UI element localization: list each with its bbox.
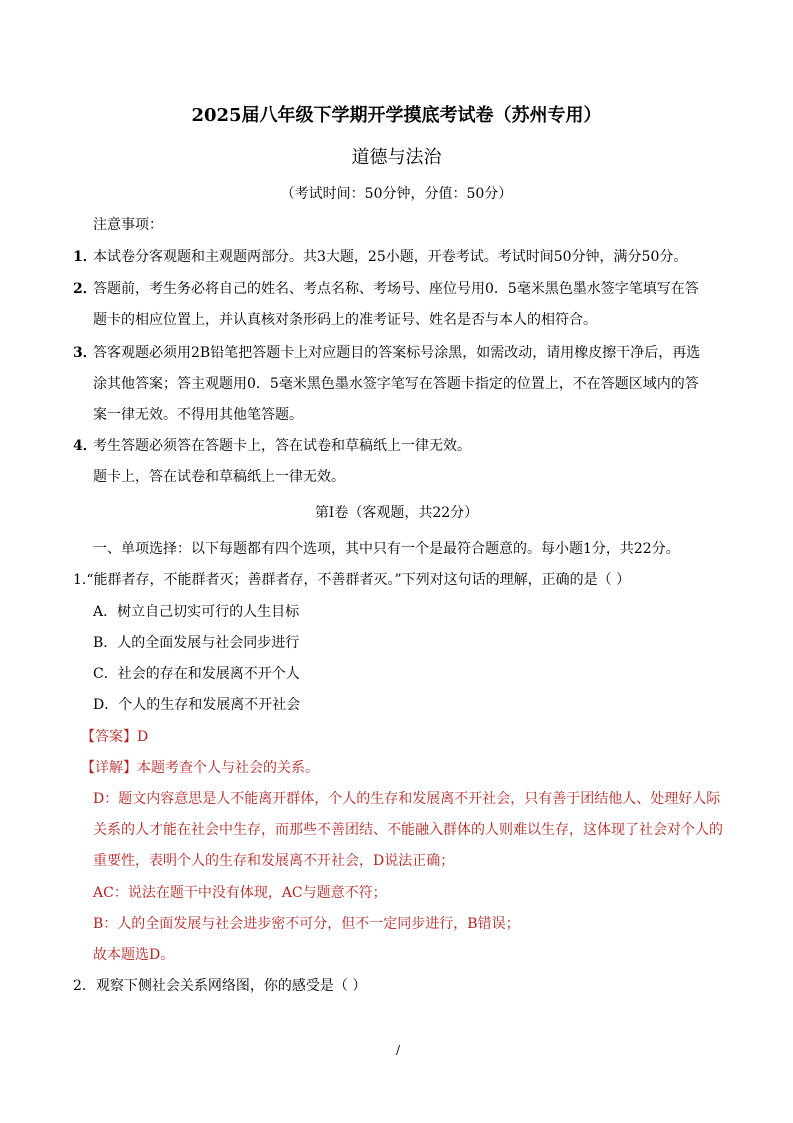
- question-1-stem: 1.“能群者存，不能群者灭；善群者存，不善群者灭。”下列对这句话的理解，正确的是（ ）: [73, 572, 631, 588]
- question-1-option-b: B．人的全面发展与社会同步进行: [93, 635, 300, 651]
- note-line: 题卡的相应位置上，并认真核对条形码上的准考证号、姓名是否与本人的相符合。: [93, 312, 597, 328]
- note-line: 涂其他答案；答主观题用0．5毫米黑色墨水签字笔写在答题卡指定的位置上，不在答题区域内的答: [93, 376, 699, 392]
- note-line: 答题前，考生务必将自己的姓名、考点名称、考场号、座位号用0．5毫米黑色墨水签字笔填写在答: [93, 281, 699, 297]
- section-instruction: 一、单项选择：以下每题都有四个选项，其中只有一个是最符合题意的。每小题1分，共22分。: [93, 541, 680, 557]
- answer-label: 【答案】: [81, 729, 137, 745]
- explain-line: B：人的全面发展与社会进步密不可分，但不一定同步进行，B错误；: [93, 916, 520, 932]
- explain-row: [81, 758, 319, 778]
- question-2-stem: 2．观察下侧社会关系网络图，你的感受是（ ）: [73, 978, 367, 994]
- note-line: 本试卷分客观题和主观题两部分。共3大题，25小题，开卷考试。考试时间50分钟，满分50分。: [93, 249, 688, 265]
- explain-line: 关系的人才能在社会中生存，而那些不善团结、不能融入群体的人则难以生存，这体现了社会对个人的: [93, 822, 723, 838]
- note-line: 题卡上，答在试卷和草稿纸上一律无效。: [93, 469, 345, 485]
- exam-title: 2025届八年级下学期开学摸底考试卷（苏州专用）: [191, 105, 602, 126]
- exam-info: （考试时间：50分钟，分值：50分）: [280, 186, 513, 202]
- explain-intro: 本题考查个人与社会的关系。: [137, 760, 319, 776]
- explain-line: 重要性，表明个人的生存和发展离不开社会，D说法正确；: [93, 853, 455, 869]
- subject-title: 道德与法治: [351, 147, 442, 168]
- page-mark: /: [396, 1043, 401, 1057]
- question-1-option-c: C．社会的存在和发展离不开个人: [93, 666, 300, 682]
- answer-row: [81, 727, 148, 747]
- note-number: 2．: [73, 281, 97, 297]
- note-line: 答客观题必须用2B铅笔把答题卡上对应题目的答案标号涂黑，如需改动，请用橡皮擦干净后，再选: [93, 345, 701, 361]
- answer-value: D: [137, 729, 149, 745]
- note-line: 考生答题必须答在答题卡上，答在试卷和草稿纸上一律无效。: [93, 438, 471, 454]
- explain-label: 【详解】: [81, 760, 137, 776]
- note-line: 案一律无效。不得用其他笔答题。: [93, 407, 303, 423]
- note-number: 1．: [73, 249, 97, 265]
- question-1-option-a: A．树立自己切实可行的人生目标: [93, 604, 300, 620]
- explain-line: 故本题选D。: [93, 947, 175, 963]
- note-number: 4．: [73, 438, 97, 454]
- section-heading: 第I卷（客观题，共22分）: [314, 505, 479, 521]
- explain-line: D：题文内容意思是人不能离开群体，个人的生存和发展离不开社会，只有善于团结他人、处理好人际: [93, 791, 721, 807]
- explain-line: AC：说法在题干中没有体现，AC与题意不符；: [93, 885, 387, 901]
- note-number: 3．: [73, 345, 97, 361]
- notes-heading: 注意事项：: [93, 217, 163, 233]
- question-1-option-d: D．个人的生存和发展离不开社会: [93, 697, 301, 713]
